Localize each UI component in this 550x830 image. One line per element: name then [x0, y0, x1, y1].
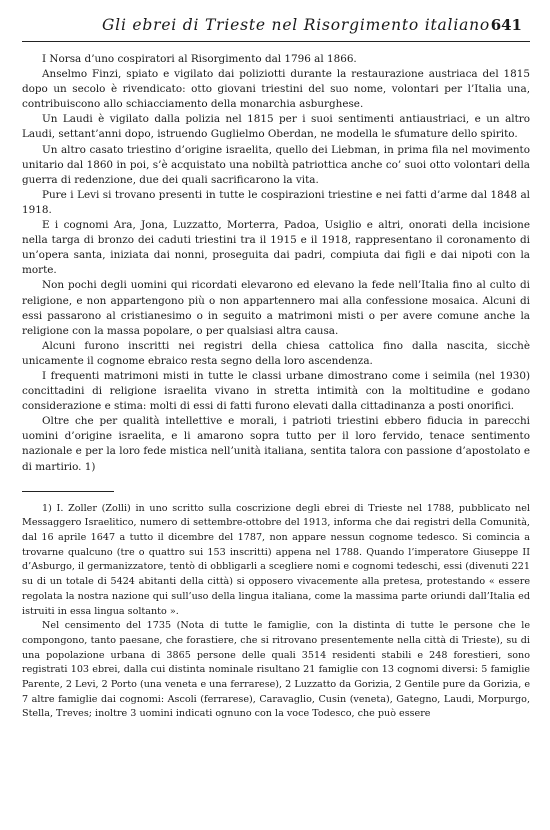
paragraph: Anselmo Finzi, spiato e vigilato dai poliziotti durante la restaurazione austriaca del 1815 dopo un secolo è rivendicato: otto giovani triestini del suo nome, volontari per l’Italia una, contribuiscono allo schiacciamento della monarchia asburghese. — [22, 68, 530, 111]
paragraph: Un Laudi è vigilato dalla polizia nel 1815 per i suoi sentimenti antiaustriaci, e un altro Laudi, settant’anni dopo, istruendo Guglielmo Oberdan, ne modella le sfumature dello spirito. — [22, 113, 530, 141]
paragraph: I Norsa d’uno cospiratori al Risorgimento dal 1796 al 1866. — [42, 53, 357, 65]
header-rule — [22, 41, 530, 42]
paragraph: I frequenti matrimoni misti in tutte le classi urbane dimostrano come i seimila (nel 1930) concittadini di religione israelita vivano in stretta intimità con la moltitudine e godano considerazione e stima: molti di essi di fatti furono elevati dalla cittadinanza a posti onorifici. — [22, 369, 530, 413]
running-header — [22, 16, 530, 34]
running-title: Gli ebrei di Trieste nel Risorgimento italiano — [102, 16, 491, 34]
footnote-continuation: Nel censimento del 1735 (Nota di tutte le famiglie, con la distinta di tutte le persone che le compongono, tanto paesane, che forastiere, che si ritrovano presentemente nella città di Trieste), su di una popolazione urbana di 3865 persone delle quali 3514 residenti stabili e 248 forestieri, sono registrati 103 ebrei, dalla cui distinta nominale risultano 21 famiglie con 13 cognomi diversi: 5 famiglie Parente, 2 Levi, 2 Porto (una veneta e una ferrarese), 2 Luzzatto da Gorizia, 2 Gentile pure da Gorizia, e 7 altre famiglie dai cognomi: Ascoli (ferrarese), Caravaglio, Cusin (veneta), Gategno, Laudi, Morpurgo, Stella, Treves; inoltre 3 uomini indicati ognuno con la voce Todesco, che può essere — [22, 620, 530, 720]
page-number: 641 — [490, 16, 522, 34]
paragraph: Pure i Levi si trovano presenti in tutte le cospirazioni triestine e nei fatti d’arme dal 1848 al 1918. — [22, 188, 530, 216]
paragraph: Alcuni furono inscritti nei registri della chiesa cattolica fino dalla nascita, sicchè unicamente il cognome ebraico resta segno della loro ascendenza. — [22, 339, 530, 367]
footnote: 1) I. Zoller (Zolli) in uno scritto sulla coscrizione degli ebrei di Trieste nel 1788, pubblicato nel Messaggero Israelitico, numero di settembre-ottobre del 1913, informa che dai registri della Comunità, dal 16 aprile 1647 a tutto il dicembre del 1787, non appare nessun cognome tedesco. Si comincia a trovarne qualcuno (tre o quattro sui 153 inscritti) appena nel 1788. Quando l’imperatore Giuseppe II d’Asburgo, il germanizzatore, tentò di obbligarli a scegliere nomi e cognomi tedeschi, essi (divenuti 221 su di un totale di 5424 abitanti della città) si opposero vivacemente alla pretesa, protestando « essere regolata la nostra nazione qui sull’uso della lingua italiana, come la massima parte oriundi dall’Italia ed istruiti in essa lingua soltanto ». — [22, 502, 530, 617]
footnote-separator — [22, 491, 114, 492]
main-text — [22, 52, 530, 475]
footnotes — [22, 502, 530, 723]
paragraph: Un altro casato triestino d’origine israelita, quello dei Liebman, in prima fila nel movimento unitario dal 1860 in poi, s’è acquistato una nobiltà patriottica anche co’ suoi otto volontari della guerra di redenzione, due dei quali sacrificarono la vita. — [22, 143, 530, 186]
paragraph: Non pochi degli uomini qui ricordati elevarono ed elevano la fede nell’Italia fino al culto di religione, e non appartengono più o non appartennero mai alla confessione mosaica. Alcuni di essi passarono al cristianesimo o in seguito a matrimoni misti o per avere comune anche la religione con la massa popolare, o per qualsiasi altra causa. — [22, 279, 530, 337]
paragraph: Oltre che per qualità intellettive e morali, i patrioti triestini ebbero fiducia in parecchi uomini d’origine israelita, e li amarono sopra tutto per il loro fervido, tenace sentimento nazionale e per la loro fede mistica nell’unità italiana, sentita talora con passione d’apostolato e di martirio. 1) — [22, 415, 530, 473]
paragraph: E i cognomi Ara, Jona, Luzzatto, Morterra, Padoa, Usiglio e altri, onorati della incisione nella targa di bronzo dei caduti triestini tra il 1915 e il 1918, rappresentano il coronamento di un’opera santa, iniziata dai nonni, proseguita dai padri, compiuta dai figli e dai nipoti con la morte. — [22, 219, 530, 277]
